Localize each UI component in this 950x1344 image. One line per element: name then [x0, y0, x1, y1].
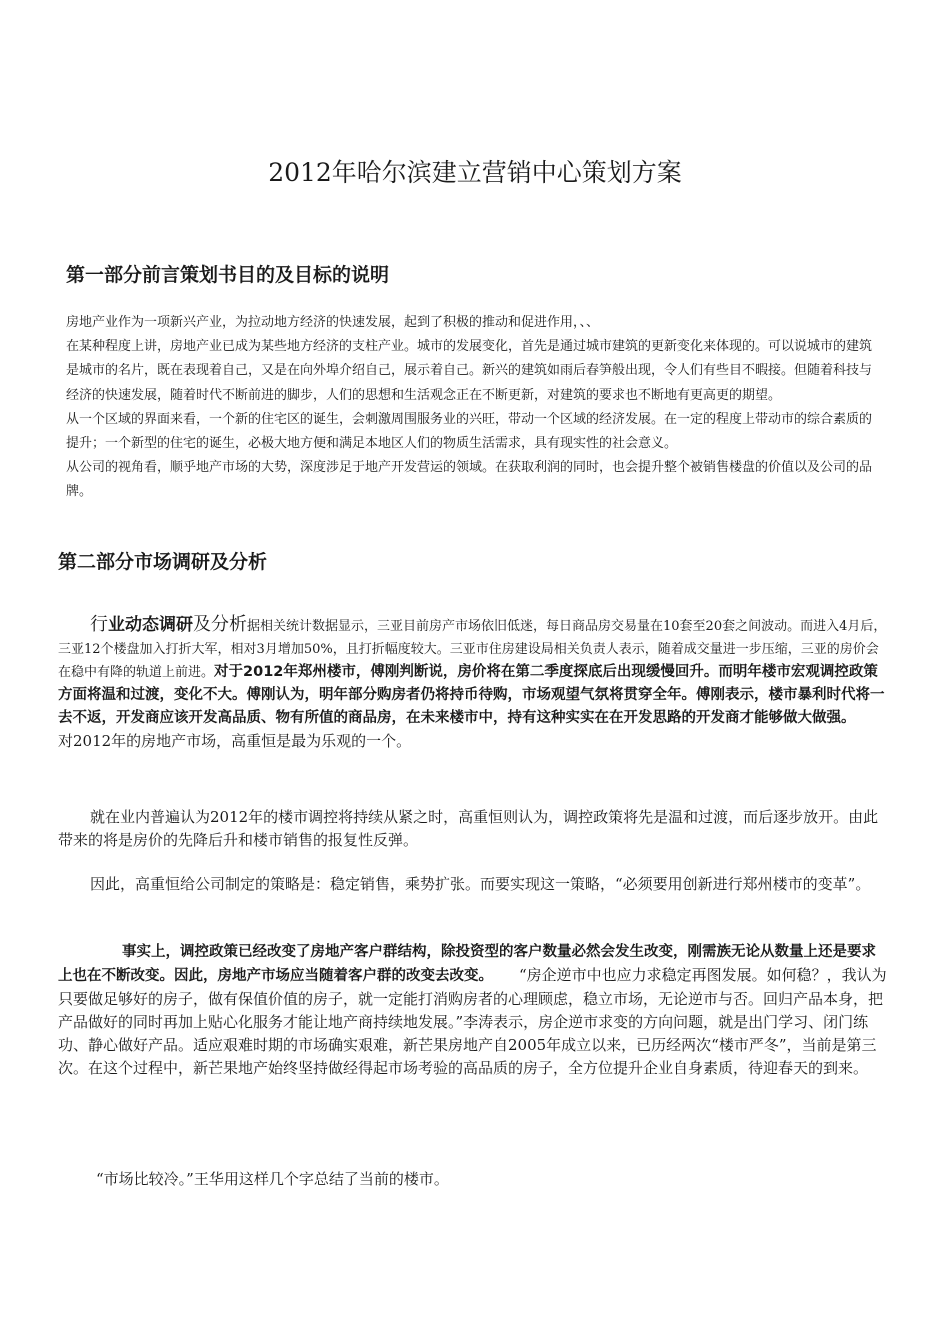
section1-paragraph: 房地产业作为一项新兴产业，为拉动地方经济的快速发展，起到了积极的推动和促进作用，、、	[66, 315, 600, 330]
document-title: 2012年哈尔滨建立营销中心策划方案	[268, 158, 682, 187]
reality-text: “房企逆市中也应力求稳定再图发展。如何稳？，我认为只要做足够好的房子，做有保值价值的房子，就一定能打消购房者的心理顾虑，稳立市场，无论逆市与否。回归产品本身，把产品做好的同时再加上贴心化服务才能让地产商持续地发展。”李涛表示，房企逆市求变的方向问题，就是出门学习、闭门练功、静心做好产品。适应艰难时期的市场确实艰难，新芒果房地产自2005年成立以来，已历经两次“楼市严冬”，当前是第三次。在这个过程中，新芒果地产始终坚持做经得起市场考验的高品质的房子，全方位提升企业自身素质，待迎春天的到来。	[58, 966, 887, 1077]
reality-bold-text: 事实上，调控政策已经改变了房地产客户群结构，除投资型的客户数量必然会发生改变，刚需族无论从数量上还是要求上也在不断改变。因此，房地产市场应当随着客户群的改变去改变。	[58, 944, 876, 984]
industry-paragraph-text	[58, 613, 888, 754]
section1-paragraph: 在某种程度上讲，房地产业已成为某些地方经济的支柱产业。城市的发展变化，首先是通过城市建筑的更新变化来体现的。可以说城市的建筑是城市的名片，既在表现着自己，又是在向外埠介绍自己，展示着自己。新兴的建筑如雨后春笋般出现，令人们有些目不暇接。但随着科技与经济的快速发展，随着时代不断前进的脚步，人们的思想和生活观念正在不断更新，对建筑的要求也不断地有更高更的期望。	[66, 339, 873, 403]
section2-heading: 第二部分市场调研及分析	[58, 551, 268, 573]
consensus-text: 就在业内普遍认为2012年的楼市调控将持续从紧之时，高重恒则认为，调控政策将先是温和过渡，而后逐步放开。由此带来的将是房价的先降后升和楼市销售的报复性反弹。	[58, 808, 879, 849]
industry-lead-bold: 业动态调研	[108, 615, 193, 635]
industry-closing-text: 对2012年的房地产市场，高重恒是最为乐观的一个。	[58, 732, 412, 750]
industry-bold-text: 对于2012年郑州楼市，傅刚判断说，房价将在第二季度探底后出现缓慢回升。而明年楼市宏观调控政策方面将温和过渡，变化不大。傅刚认为，明年部分购房者仍将持币待购，市场观望气氛将贯穿全年。傅刚表示，楼市暴利时代将一去不返，开发商应该开发高品质、物有所值的商品房，在未来楼市中，持有这种实实在在开发思路的开发商才能够做大做强。	[58, 664, 885, 726]
strategy-paragraph	[58, 873, 888, 896]
reality-paragraph	[58, 940, 888, 1080]
section1-body	[66, 311, 878, 505]
industry-lead-part: 行	[90, 614, 108, 635]
consensus-paragraph	[58, 806, 888, 852]
industry-paragraph	[58, 613, 888, 754]
section1-paragraph: 从公司的视角看，顺乎地产市场的大势，深度涉足于地产开发营运的领域。在获取利润的同时，也会提升整个被销售楼盘的价值以及公司的品牌。	[66, 460, 873, 500]
market-cold-text: “市场比较冷。”王华用这样几个字总结了当前的楼市。	[96, 1170, 449, 1188]
market-cold-paragraph	[96, 1168, 926, 1191]
section1-heading: 第一部分前言策划书目的及目标的说明	[66, 264, 390, 286]
section1-paragraph: 从一个区域的界面来看，一个新的住宅区的诞生，会刺激周围服务业的兴旺，带动一个区域的经济发展。在一定的程度上带动市的综合素质的提升；一个新型的住宅的诞生，必极大地方便和满足本地区人们的物质生活需求，具有现实性的社会意义。	[66, 411, 873, 452]
strategy-text: 因此，高重恒给公司制定的策略是：稳定销售，乘势扩张。而要实现这一策略，“必须要用创新进行郑州楼市的变革”。	[90, 875, 871, 893]
industry-text: 据相关统计数据显示，三亚目前房产市场依旧低迷，每日商品房交易量在10套至20套之间波动。而进入4月后，三亚12个楼盘加入打折大军，相对3月增加50%，且打折幅度较大。三亚市住房建设局相关负责人表示，随着成交量进一步压缩，三亚的房价会在稳中有降的轨道上前进。	[58, 619, 887, 680]
industry-lead-part: 及分析	[193, 614, 247, 635]
